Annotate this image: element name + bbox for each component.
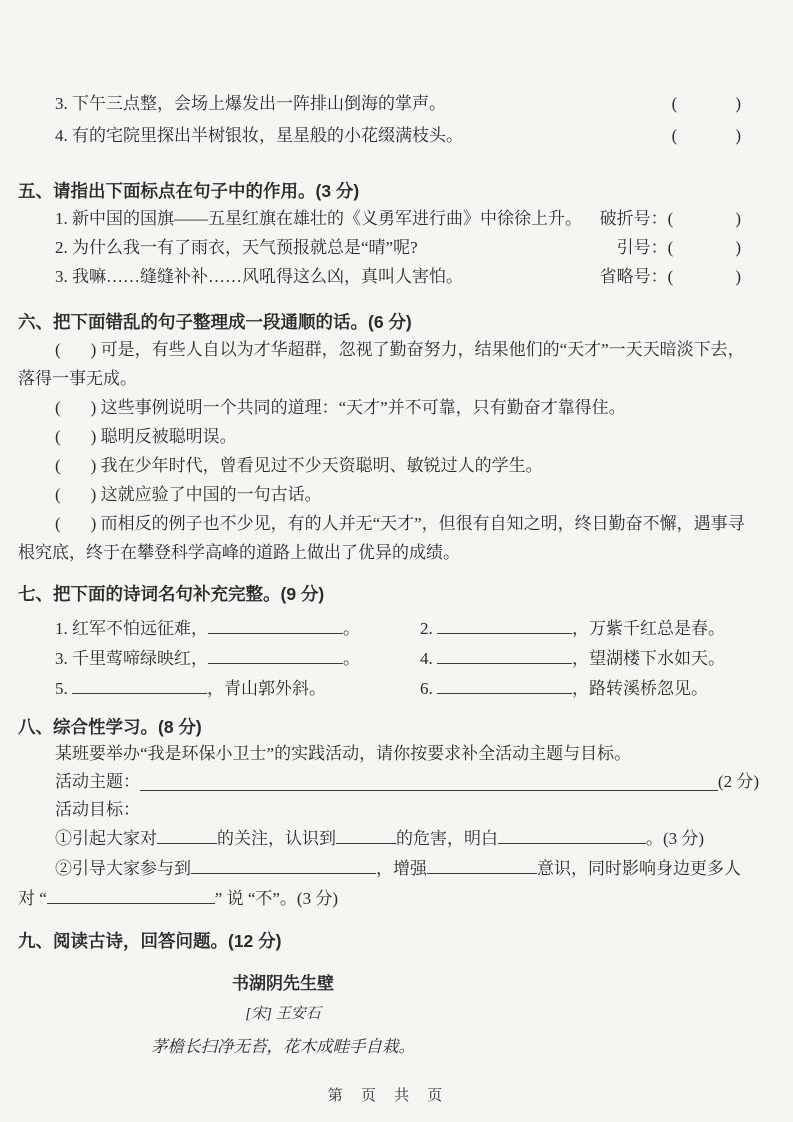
paren-close: ) xyxy=(90,456,97,475)
section6-heading: 六、把下面错乱的句子整理成一段通顺的话。(6 分) xyxy=(18,312,412,332)
poem-completion-grid xyxy=(18,614,759,704)
section5-heading: 五、请指出下面标点在句子中的作用。(3 分) xyxy=(18,181,360,201)
verse-text: ，望湖楼下水如天。 xyxy=(572,649,725,668)
blank-line xyxy=(437,650,572,664)
verse-text: 6. xyxy=(420,679,437,698)
sentence-item xyxy=(18,509,759,567)
blank-line xyxy=(140,776,718,791)
poem-verse: 茅檐长扫净无苔，花木成畦手自栽。 xyxy=(151,1037,415,1056)
paren-open: ( xyxy=(55,398,61,417)
question-row xyxy=(18,262,759,291)
paren-close: ) xyxy=(90,427,97,446)
section9-heading: 九、阅读古诗，回答问题。(12 分) xyxy=(18,931,282,951)
activity-intro: 某班要举办“我是环保小卫士”的实践活动，请你按要求补全活动主题与目标。 xyxy=(55,744,632,763)
order-parens xyxy=(55,398,96,417)
order-parens xyxy=(55,427,96,446)
goal-text: 的危害，明白 xyxy=(396,829,498,848)
question-row xyxy=(18,233,759,262)
punctuation-answer xyxy=(586,262,741,291)
paren-close: ) xyxy=(735,94,741,113)
answer-parens xyxy=(668,262,741,291)
order-parens xyxy=(55,456,96,475)
blank-line xyxy=(72,680,207,694)
verse-text: ，路转溪桥忽见。 xyxy=(572,679,708,698)
theme-label: 活动主题： xyxy=(55,772,140,791)
question-text: 3. 下午三点整，会场上爆发出一阵排山倒海的掌声。 xyxy=(55,94,446,113)
paren-close: ) xyxy=(735,126,741,145)
question-row xyxy=(18,204,759,233)
goal-item xyxy=(18,824,759,854)
poem-completion-item xyxy=(55,614,420,644)
order-parens xyxy=(55,514,96,533)
blank-line xyxy=(191,860,376,874)
poem-author: [宋] 王安石 xyxy=(245,1006,321,1022)
paren-open: ( xyxy=(55,485,61,504)
paren-open: ( xyxy=(671,126,678,145)
question-text: 1. 新中国的国旗——五星红旗在雄壮的《义勇军进行曲》中徐徐上升。 xyxy=(55,209,582,228)
paren-close: ) xyxy=(90,340,97,359)
goal-text: 。(3 分) xyxy=(646,829,705,848)
question-text: 2. 为什么我一有了雨衣，天气预报就总是“晴”呢? xyxy=(55,238,418,257)
order-parens xyxy=(55,340,96,359)
goal-text: 意识，同时影响身边更多人 xyxy=(537,859,741,878)
verse-text: 4. xyxy=(420,649,437,668)
blank-line xyxy=(208,620,343,634)
section7-heading: 七、把下面的诗词名句补充完整。(9 分) xyxy=(18,584,325,604)
question-text: 4. 有的宅院里探出半树银妆，星星般的小花缀满枝头。 xyxy=(55,126,463,145)
goal-text: ” 说 “不”。(3 分) xyxy=(214,889,339,908)
punctuation-answer xyxy=(586,233,741,262)
answer-parens xyxy=(672,88,741,120)
blank-line xyxy=(437,680,572,694)
verse-text: 2. xyxy=(420,619,437,638)
paren-open: ( xyxy=(55,340,61,359)
sentence-item xyxy=(18,451,759,480)
question-row xyxy=(18,120,759,152)
answer-parens xyxy=(668,233,741,262)
paren-open: ( xyxy=(667,209,674,228)
goal-text: 的关注，认识到 xyxy=(217,829,336,848)
paren-open: ( xyxy=(667,267,674,286)
poem-completion-item xyxy=(420,644,759,674)
answer-parens xyxy=(672,120,741,152)
sentence-item xyxy=(18,480,759,509)
goal-item-continuation xyxy=(18,884,759,914)
goal-item xyxy=(18,854,759,884)
paren-close: ) xyxy=(90,398,97,417)
goal-text: ①引起大家对 xyxy=(55,829,157,848)
paren-close: ) xyxy=(90,485,97,504)
punctuation-label: 引号： xyxy=(616,238,668,257)
section8-heading: 八、综合性学习。(8 分) xyxy=(18,717,202,737)
question-text: 3. 我嘛……缝缝补补……风吼得这么凶，真叫人害怕。 xyxy=(55,267,463,286)
goal-text: 对 “ xyxy=(18,889,47,908)
paren-open: ( xyxy=(55,456,61,475)
question-row xyxy=(18,88,759,120)
sentence-item xyxy=(18,393,759,422)
sentence-text: 这就应验了中国的一句古话。 xyxy=(100,485,322,504)
paren-open: ( xyxy=(55,427,61,446)
paren-close: ) xyxy=(735,267,741,286)
punctuation-label: 省略号： xyxy=(599,267,668,286)
sentence-text: 而相反的例子也不少见，有的人并无“天才”，但很有自知之明，终日勤奋不懈，遇事寻根究底，终于在攀登科学高峰的道路上做出了优异的成绩。 xyxy=(18,514,745,562)
sentence-item xyxy=(18,422,759,451)
verse-text: ，青山郭外斜。 xyxy=(207,679,326,698)
verse-text: ，万紫千红总是春。 xyxy=(572,619,725,638)
verse-text: 。 xyxy=(343,649,360,668)
blank-line xyxy=(208,650,343,664)
poem-completion-item xyxy=(420,614,759,644)
poem-completion-item xyxy=(420,674,759,704)
paren-close: ) xyxy=(735,209,741,228)
blank-line xyxy=(437,620,572,634)
blank-line xyxy=(336,830,396,844)
order-parens xyxy=(55,485,96,504)
poem-completion-item xyxy=(55,644,420,674)
paren-close: ) xyxy=(735,238,741,257)
sentence-text: 可是，有些人自以为才华超群，忽视了勤奋努力，结果他们的“天才”一天天暗淡下去，落得一事无成。 xyxy=(18,340,745,388)
verse-text: 1. 红军不怕远征难， xyxy=(55,619,208,638)
blank-line xyxy=(157,830,217,844)
goal-text: ②引导大家参与到 xyxy=(55,859,191,878)
verse-text: 5. xyxy=(55,679,72,698)
poem-completion-item xyxy=(55,674,420,704)
paren-close: ) xyxy=(90,514,97,533)
verse-text: 3. 千里莺啼绿映红， xyxy=(55,649,208,668)
paren-open: ( xyxy=(55,514,61,533)
goals-label: 活动目标： xyxy=(55,800,140,819)
verse-text: 。 xyxy=(343,619,360,638)
page-footer: 第 页 共 页 xyxy=(327,1087,450,1104)
sentence-text: 聪明反被聪明误。 xyxy=(100,427,237,446)
sentence-item xyxy=(18,335,759,393)
paren-open: ( xyxy=(667,238,674,257)
punctuation-label: 破折号： xyxy=(599,209,668,228)
blank-line xyxy=(427,860,537,874)
theme-score: (2 分) xyxy=(717,772,759,791)
activity-theme-row xyxy=(18,768,759,796)
poem-block xyxy=(18,972,548,1058)
paren-open: ( xyxy=(671,94,678,113)
blank-line xyxy=(47,890,215,904)
sentence-text: 我在少年时代，曾看见过不少天资聪明、敏锐过人的学生。 xyxy=(100,456,543,475)
blank-line xyxy=(498,830,646,844)
poem-title: 书湖阴先生壁 xyxy=(232,974,334,993)
punctuation-answer xyxy=(586,204,741,233)
goal-text: ，增强 xyxy=(376,859,427,878)
sentence-text: 这些事例说明一个共同的道理：“天才”并不可靠，只有勤奋才靠得住。 xyxy=(100,398,626,417)
answer-parens xyxy=(668,204,741,233)
